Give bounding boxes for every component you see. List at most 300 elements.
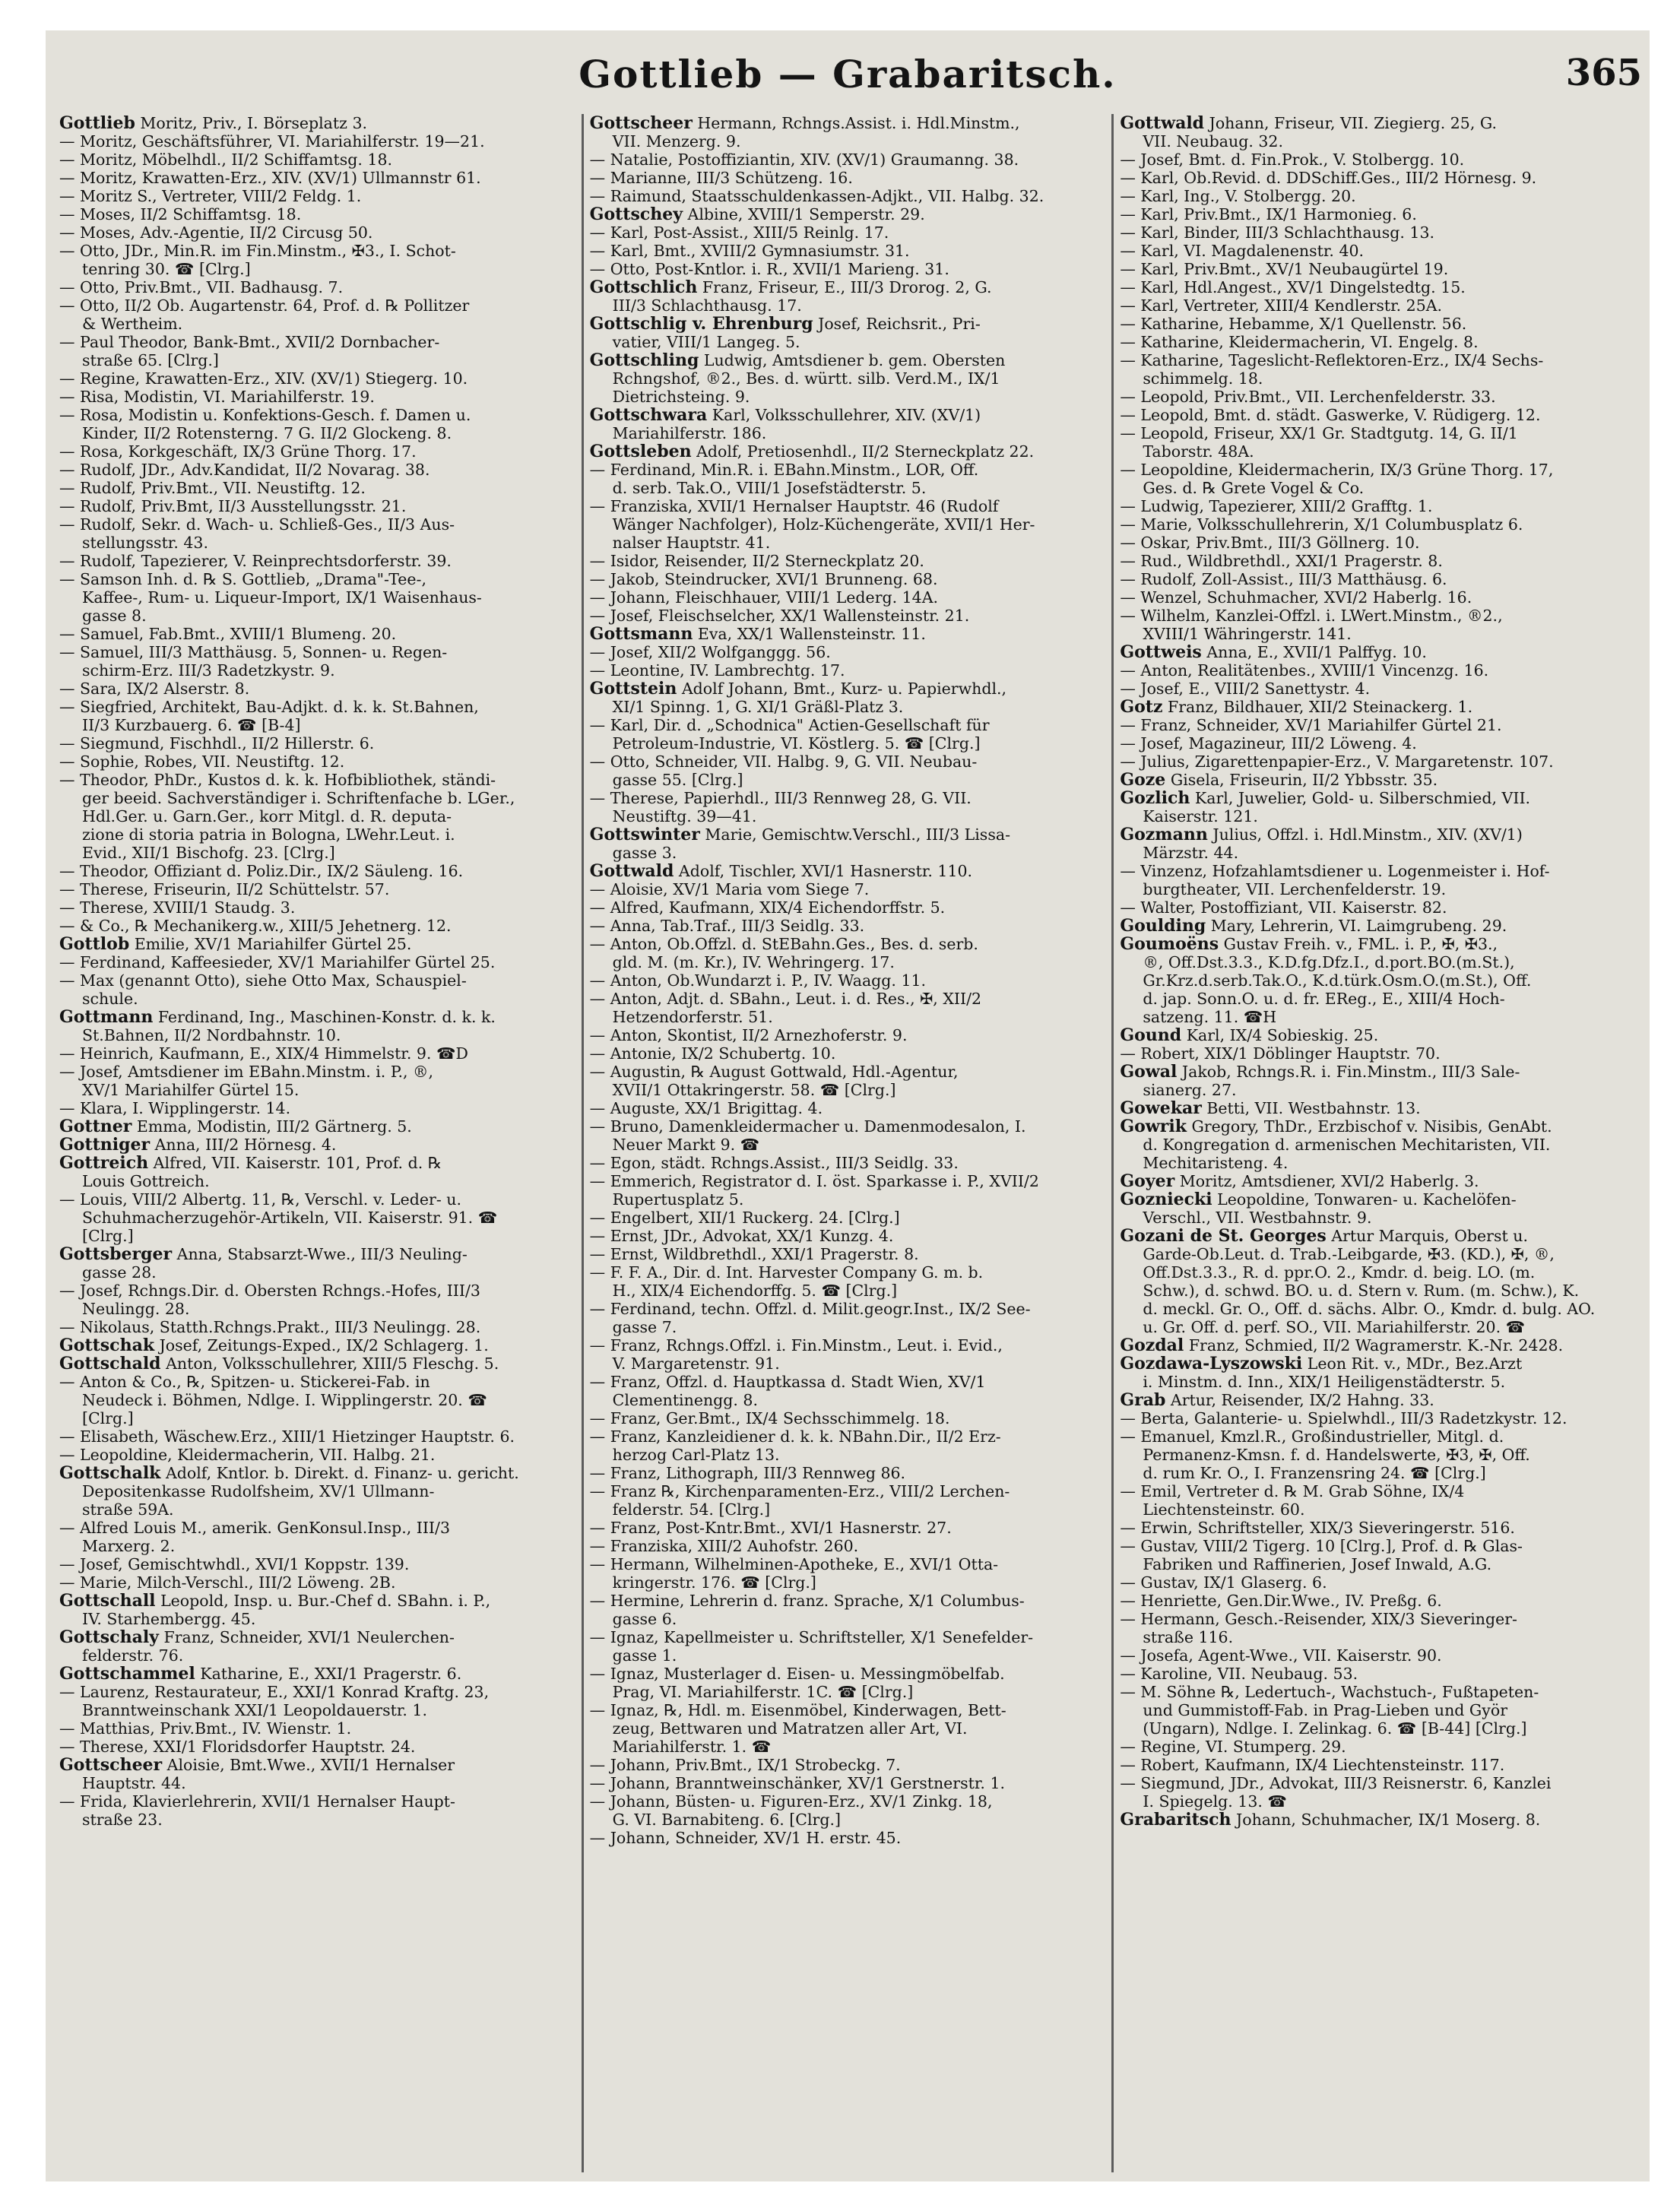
- directory-line: [1120, 953, 1636, 971]
- entry-text: zeug, Bettwaren und Matratzen aller Art, VI.: [612, 1719, 968, 1738]
- surname-heading: Goumoëns: [1120, 935, 1219, 953]
- directory-line: [1120, 971, 1636, 990]
- directory-line: [1120, 789, 1636, 807]
- entry-text: — Franz, Schneider, XV/1 Mariahilfer Gürtel 21.: [1120, 716, 1502, 734]
- directory-line: [59, 1409, 575, 1427]
- entry-text: Hdl.Ger. u. Garn.Ger., korr Mitgl. d. R. deputa-: [82, 807, 452, 825]
- directory-line: [59, 1427, 575, 1446]
- directory-line: [1120, 351, 1636, 369]
- directory-line: [1120, 1391, 1636, 1409]
- entry-text: Albine, XVIII/1 Semperstr. 29.: [683, 205, 925, 223]
- entry-text: — F. F. A., Dir. d. Int. Harvester Company G. m. b.: [589, 1263, 984, 1282]
- entry-text: — Franz ℞, Kirchenparamenten-Erz., VIII/2 Lerchen-: [589, 1482, 1010, 1500]
- entry-text: — Karl, VI. Magdalenenstr. 40.: [1120, 242, 1365, 260]
- entry-text: — Leopold, Priv.Bmt., VII. Lerchenfelderstr. 33.: [1120, 388, 1496, 406]
- entry-text: — Natalie, Postoffiziantin, XIV. (XV/1) Graumanng. 38.: [589, 150, 1019, 169]
- directory-line: [1120, 1117, 1636, 1136]
- entry-text: — Karl, Post-Assist., XIII/5 Reinlg. 17.: [589, 223, 889, 242]
- entry-text: — Moritz S., Vertreter, VIII/2 Feldg. 1.: [59, 187, 362, 205]
- entry-text: Anna, III/2 Hörnesg. 4.: [150, 1136, 337, 1154]
- directory-line: [59, 825, 575, 844]
- entry-text: gasse 6.: [612, 1610, 677, 1628]
- entry-text: — Emmerich, Registrator d. I. öst. Sparkasse i. P., XVII/2: [589, 1172, 1039, 1190]
- directory-line: [59, 1774, 575, 1792]
- directory-line: [59, 1373, 575, 1391]
- entry-text: — Augustin, ℞ August Gottwald, Hdl.-Agentur,: [589, 1063, 959, 1081]
- directory-line: [59, 388, 575, 406]
- directory-line: [590, 1427, 1106, 1446]
- directory-line: [590, 1555, 1106, 1573]
- entry-text: — Johann, Branntweinschänker, XV/1 Gerstnerstr. 1.: [589, 1774, 1006, 1792]
- directory-line: [1120, 223, 1636, 242]
- directory-line: [59, 716, 575, 734]
- directory-line: [590, 114, 1106, 132]
- entry-text: — Leontine, IV. Lambrechtg. 17.: [589, 661, 845, 680]
- directory-line: [1120, 1537, 1636, 1555]
- entry-text: Anton, Volksschullehrer, XIII/5 Fleschg. 5.: [160, 1354, 499, 1373]
- entry-text: — Siegmund, Fischhdl., II/2 Hillerstr. 6.: [59, 734, 375, 752]
- entry-text: — Risa, Modistin, VI. Mariahilferstr. 19.: [59, 388, 375, 406]
- surname-heading: Gozdawa-Lyszowski: [1120, 1354, 1303, 1373]
- entry-text: Marie, Gemischtw.Verschl., III/3 Lissa-: [699, 825, 1010, 844]
- directory-line: [590, 862, 1106, 880]
- directory-line: [59, 971, 575, 990]
- directory-line: [590, 789, 1106, 807]
- entry-text: Artur Marquis, Oberst u.: [1326, 1227, 1528, 1245]
- directory-line: [1120, 534, 1636, 552]
- directory-line: [1120, 388, 1636, 406]
- surname-heading: Gottner: [59, 1117, 132, 1136]
- directory-line: [59, 1044, 575, 1063]
- directory-line: [59, 643, 575, 661]
- entry-text: — Karl, Dir. d. „Schodnica" Actien-Gesellschaft für: [589, 716, 990, 734]
- surname-heading: Gottschak: [59, 1336, 155, 1354]
- entry-text: gasse 28.: [82, 1263, 157, 1282]
- entry-text: Moritz, Priv., I. Börseplatz 3.: [135, 114, 368, 132]
- directory-line: [590, 150, 1106, 169]
- entry-text: — Josef, E., VIII/2 Sanettystr. 4.: [1120, 680, 1371, 698]
- directory-line: [1120, 752, 1636, 771]
- entry-text: — Rudolf, Priv.Bmt, II/3 Ausstellungsstr. 21.: [59, 497, 407, 515]
- text-columns: [53, 114, 1642, 2172]
- entry-text: Verschl., VII. Westbahnstr. 9.: [1143, 1209, 1372, 1227]
- entry-text: Emma, Modistin, III/2 Gärtnerg. 5.: [132, 1117, 412, 1136]
- entry-text: Julius, Offzl. i. Hdl.Minstm., XIV. (XV/1): [1207, 825, 1523, 844]
- directory-line: [590, 534, 1106, 552]
- directory-line: [590, 1099, 1106, 1117]
- directory-line: [590, 1190, 1106, 1209]
- entry-text: — & Co., ℞ Mechanikerg.w., XIII/5 Jehetnerg. 12.: [59, 917, 452, 935]
- directory-line: [590, 1537, 1106, 1555]
- directory-line: [59, 1446, 575, 1464]
- entry-text: — Anton, Ob.Wundarzt i. P., IV. Waagg. 11.: [589, 971, 927, 990]
- entry-text: — Franz, Lithograph, III/3 Rennweg 86.: [589, 1464, 906, 1482]
- surname-heading: Goze: [1120, 771, 1166, 789]
- directory-line: [1120, 260, 1636, 278]
- directory-line: [590, 1008, 1106, 1026]
- entry-text: Mary, Lehrerin, VI. Laimgrubeng. 29.: [1206, 917, 1507, 935]
- directory-line: [59, 1099, 575, 1117]
- entry-text: — Franz, Post-Kntr.Bmt., XVI/1 Hasnerstr. 27.: [589, 1519, 952, 1537]
- directory-line: [1120, 187, 1636, 205]
- entry-text: Adolf, Kntlor. b. Direkt. d. Finanz- u. gericht.: [160, 1464, 519, 1482]
- entry-text: Mechitaristeng. 4.: [1143, 1154, 1289, 1172]
- directory-line: [1120, 515, 1636, 534]
- entry-text: — Regine, VI. Stumperg. 29.: [1120, 1738, 1346, 1756]
- entry-text: — Otto, JDr., Min.R. im Fin.Minstm., ✠3., I. Schot-: [59, 242, 456, 260]
- directory-line: [59, 698, 575, 716]
- directory-line: [590, 1300, 1106, 1318]
- entry-text: — Anton, Skontist, II/2 Arnezhoferstr. 9.: [589, 1026, 908, 1044]
- entry-text: — Erwin, Schriftsteller, XIX/3 Sieveringerstr. 516.: [1120, 1519, 1515, 1537]
- directory-line: [59, 333, 575, 351]
- entry-text: Emilie, XV/1 Mariahilfer Gürtel 25.: [129, 935, 412, 953]
- directory-line: [59, 1610, 575, 1628]
- entry-text: gasse 1.: [612, 1646, 677, 1665]
- directory-line: [59, 351, 575, 369]
- entry-text: — Rosa, Korkgeschäft, IX/3 Grüne Thorg. 17.: [59, 442, 417, 461]
- entry-text: — Gustav, IX/1 Glaserg. 6.: [1120, 1573, 1327, 1592]
- entry-text: — Frida, Klavierlehrerin, XVII/1 Hernalser Haupt-: [59, 1792, 455, 1811]
- directory-line: [1120, 1099, 1636, 1117]
- entry-text: Johann, Friseur, VII. Ziegierg. 25, G.: [1204, 114, 1498, 132]
- directory-line: [1120, 552, 1636, 570]
- entry-text: Hauptstr. 44.: [82, 1774, 186, 1792]
- entry-text: — Moritz, Möbelhdl., II/2 Schiffamtsg. 18.: [59, 150, 393, 169]
- entry-text: d. serb. Tak.O., VIII/1 Josefstädterstr. 5.: [612, 479, 927, 497]
- entry-text: — Samuel, III/3 Matthäusg. 5, Sonnen- u. Regen-: [59, 643, 448, 661]
- entry-text: Fabriken und Raffinerien, Josef Inwald, A.G.: [1143, 1555, 1492, 1573]
- directory-line: [590, 771, 1106, 789]
- directory-line: [1120, 1209, 1636, 1227]
- directory-line: [1120, 1701, 1636, 1719]
- entry-text: Adolf Johann, Bmt., Kurz- u. Papierwhdl.,: [677, 680, 1007, 698]
- directory-line: [59, 1190, 575, 1209]
- directory-line: [590, 971, 1106, 990]
- directory-line: [590, 1154, 1106, 1172]
- directory-line: [59, 570, 575, 588]
- directory-line: [590, 734, 1106, 752]
- directory-line: [590, 315, 1106, 333]
- directory-line: [590, 424, 1106, 442]
- entry-text: — Hermann, Gesch.-Reisender, XIX/3 Sieveringer-: [1120, 1610, 1517, 1628]
- entry-text: — Elisabeth, Wäschew.Erz., XIII/1 Hietzinger Hauptstr. 6.: [59, 1427, 515, 1446]
- directory-line: [1120, 1154, 1636, 1172]
- surname-heading: Goulding: [1120, 917, 1206, 935]
- directory-line: [590, 807, 1106, 825]
- directory-line: [590, 1610, 1106, 1628]
- entry-text: Anna, E., XVII/1 Palffyg. 10.: [1201, 643, 1427, 661]
- directory-line: [1120, 1245, 1636, 1263]
- entry-text: Depositenkasse Rudolfsheim, XV/1 Ullmann-: [82, 1482, 435, 1500]
- directory-line: [590, 716, 1106, 734]
- directory-line: [1120, 369, 1636, 388]
- directory-line: [590, 1336, 1106, 1354]
- entry-text: d. meckl. Gr. O., Off. d. sächs. Albr. O., Kmdr. d. bulg. AO.: [1143, 1300, 1596, 1318]
- entry-text: Anna, Stabsarzt-Wwe., III/3 Neuling-: [172, 1245, 468, 1263]
- directory-line: [590, 187, 1106, 205]
- entry-text: satzeng. 11. ☎H: [1143, 1008, 1277, 1026]
- directory-line: [59, 1391, 575, 1409]
- directory-line: [590, 351, 1106, 369]
- entry-text: — Siegmund, JDr., Advokat, III/3 Reisnerstr. 6, Kanzlei: [1120, 1774, 1552, 1792]
- directory-line: [1120, 588, 1636, 607]
- entry-text: u. Gr. Off. d. perf. SO., VII. Mariahilferstr. 20. ☎: [1143, 1318, 1526, 1336]
- directory-line: [590, 1592, 1106, 1610]
- directory-line: [1120, 1592, 1636, 1610]
- entry-text: — Leopold, Friseur, XX/1 Gr. Stadtgutg. 14, G. II/1: [1120, 424, 1518, 442]
- entry-text: Adolf, Pretiosenhdl., II/2 Sterneckplatz 22.: [691, 442, 1035, 461]
- entry-text: Schw.), d. schwd. BO. u. d. Stern v. Rum. (m. Schw.), K.: [1143, 1282, 1580, 1300]
- directory-line: [59, 807, 575, 825]
- directory-line: [59, 1519, 575, 1537]
- directory-line: [590, 1063, 1106, 1081]
- directory-line: [590, 825, 1106, 844]
- entry-text: Josef, Zeitungs-Exped., IX/2 Schlagerg. 1.: [154, 1336, 489, 1354]
- surname-heading: Gowrik: [1120, 1117, 1187, 1136]
- page-header: [46, 52, 1650, 112]
- entry-text: — Robert, XIX/1 Döblinger Hauptstr. 70.: [1120, 1044, 1441, 1063]
- entry-text: — Johann, Schneider, XV/1 H. erstr. 45.: [589, 1829, 902, 1847]
- directory-line: [1120, 1774, 1636, 1792]
- directory-line: [1120, 1646, 1636, 1665]
- entry-text: — Emanuel, Kmzl.R., Großindustrieller, Mitgl. d.: [1120, 1427, 1504, 1446]
- directory-line: [1120, 114, 1636, 132]
- entry-text: straße 116.: [1143, 1628, 1234, 1646]
- entry-text: — Henriette, Gen.Dir.Wwe., IV. Preßg. 6.: [1120, 1592, 1442, 1610]
- entry-text: kringerstr. 176. ☎ [Clrg.]: [612, 1573, 816, 1592]
- entry-text: Branntweinschank XXI/1 Leopoldauerstr. 1.: [82, 1701, 427, 1719]
- surname-heading: Gozdal: [1120, 1336, 1184, 1354]
- entry-text: — Vinzenz, Hofzahlamtsdiener u. Logenmeister i. Hof-: [1120, 862, 1550, 880]
- entry-text: VII. Neubaug. 32.: [1143, 132, 1283, 150]
- directory-line: [590, 1519, 1106, 1537]
- surname-heading: Gottschalk: [59, 1464, 161, 1482]
- directory-line: [59, 1227, 575, 1245]
- directory-line: [590, 1811, 1106, 1829]
- entry-text: — Marie, Milch-Verschl., III/2 Löweng. 2B.: [59, 1573, 396, 1592]
- entry-text: Ludwig, Amtsdiener b. gem. Obersten: [699, 351, 1006, 369]
- entry-text: — Johann, Priv.Bmt., IX/1 Strobeckg. 7.: [589, 1756, 901, 1774]
- directory-line: [590, 898, 1106, 917]
- directory-line: [1120, 825, 1636, 844]
- directory-line: [590, 406, 1106, 424]
- directory-line: [59, 953, 575, 971]
- entry-text: nalser Hauptstr. 41.: [612, 534, 771, 552]
- entry-text: Kaiserstr. 121.: [1143, 807, 1258, 825]
- directory-line: [590, 752, 1106, 771]
- directory-line: [59, 1555, 575, 1573]
- directory-line: [59, 479, 575, 497]
- directory-line: [590, 1756, 1106, 1774]
- directory-line: [590, 1373, 1106, 1391]
- entry-text: Ferdinand, Ing., Maschinen-Konstr. d. k. k.: [153, 1008, 496, 1026]
- entry-text: — Rudolf, Sekr. d. Wach- u. Schließ-Ges., II/3 Aus-: [59, 515, 455, 534]
- entry-text: — Therese, Friseurin, II/2 Schüttelstr. 57.: [59, 880, 390, 898]
- directory-line: [1120, 205, 1636, 223]
- entry-text: Adolf, Tischler, XVI/1 Hasnerstr. 110.: [674, 862, 973, 880]
- running-head: Gottlieb — Grabaritsch.: [578, 52, 1117, 97]
- entry-text: stellungsstr. 43.: [82, 534, 208, 552]
- directory-line: [59, 132, 575, 150]
- entry-text: XVII/1 Ottakringerstr. 58. ☎ [Clrg.]: [612, 1081, 896, 1099]
- surname-heading: Gottschling: [589, 351, 699, 369]
- entry-text: Märzstr. 44.: [1143, 844, 1239, 862]
- directory-line: [590, 953, 1106, 971]
- directory-line: [590, 1774, 1106, 1792]
- directory-line: [1120, 1373, 1636, 1391]
- entry-text: — Franz, Offzl. d. Hauptkassa d. Stadt Wien, XV/1: [589, 1373, 986, 1391]
- entry-text: — Ferdinand, techn. Offzl. d. Milit.geogr.Inst., IX/2 See-: [589, 1300, 1031, 1318]
- entry-text: — Robert, Kaufmann, IX/4 Liechtensteinstr. 117.: [1120, 1756, 1505, 1774]
- surname-heading: Gottlob: [59, 935, 130, 953]
- entry-text: — Rud., Wildbrethdl., XXI/1 Pragerstr. 8.: [1120, 552, 1443, 570]
- directory-line: [1120, 771, 1636, 789]
- directory-line: [1120, 150, 1636, 169]
- directory-line: [1120, 898, 1636, 917]
- entry-text: straße 65. [Clrg.]: [82, 351, 219, 369]
- surname-heading: Gottmann: [59, 1008, 154, 1026]
- entry-text: — Emil, Vertreter d. ℞ M. Grab Söhne, IX/4: [1120, 1482, 1465, 1500]
- entry-text: d. Kongregation d. armenischen Mechitaristen, VII.: [1143, 1136, 1551, 1154]
- entry-text: Karl, Juwelier, Gold- u. Silberschmied, VII.: [1190, 789, 1531, 807]
- directory-line: [590, 205, 1106, 223]
- entry-text: gld. M. (m. Kr.), IV. Wehringerg. 17.: [612, 953, 895, 971]
- directory-line: [590, 1026, 1106, 1044]
- surname-heading: Gotz: [1120, 698, 1163, 716]
- directory-line: [1120, 169, 1636, 187]
- entry-text: Gisela, Friseurin, II/2 Ybbsstr. 35.: [1165, 771, 1438, 789]
- entry-text: gasse 55. [Clrg.]: [612, 771, 743, 789]
- entry-text: — Regine, Krawatten-Erz., XIV. (XV/1) Stiegerg. 10.: [59, 369, 468, 388]
- directory-line: [590, 1701, 1106, 1719]
- directory-line: [59, 1172, 575, 1190]
- entry-text: — Josef, Amtsdiener im EBahn.Minstm. i. P., ®,: [59, 1063, 434, 1081]
- directory-line: [590, 223, 1106, 242]
- directory-line: [590, 680, 1106, 698]
- directory-line: [1120, 716, 1636, 734]
- directory-line: [59, 1154, 575, 1172]
- directory-line: [590, 607, 1106, 625]
- directory-line: [590, 698, 1106, 716]
- directory-line: [59, 1026, 575, 1044]
- directory-line: [59, 424, 575, 442]
- directory-line: [1120, 1044, 1636, 1063]
- directory-line: [59, 588, 575, 607]
- directory-line: [59, 752, 575, 771]
- directory-line: [59, 862, 575, 880]
- entry-text: — Heinrich, Kaufmann, E., XIX/4 Himmelstr. 9. ☎D: [59, 1044, 468, 1063]
- directory-line: [590, 935, 1106, 953]
- entry-text: — Karoline, VII. Neubaug. 53.: [1120, 1665, 1358, 1683]
- surname-heading: Gozani de St. Georges: [1120, 1227, 1327, 1245]
- directory-line: [59, 442, 575, 461]
- entry-text: — Otto, II/2 Ob. Augartenstr. 64, Prof. d. ℞ Pollitzer: [59, 296, 470, 315]
- directory-line: [1120, 661, 1636, 680]
- entry-text: Hetzendorferstr. 51.: [612, 1008, 773, 1026]
- entry-text: Artur, Reisender, IX/2 Hahng. 33.: [1165, 1391, 1434, 1409]
- entry-text: Prag, VI. Mariahilferstr. 1C. ☎ [Clrg.]: [612, 1683, 914, 1701]
- entry-text: — Isidor, Reisender, II/2 Sterneckplatz 20.: [589, 552, 924, 570]
- directory-line: [590, 479, 1106, 497]
- entry-text: [Clrg.]: [82, 1227, 134, 1245]
- entry-text: Louis Gottreich.: [82, 1172, 210, 1190]
- entry-text: — Samson Inh. d. ℞ S. Gottlieb, „Drama"-Tee-,: [59, 570, 426, 588]
- directory-line: [590, 1209, 1106, 1227]
- entry-text: — Moses, II/2 Schiffamtsg. 18.: [59, 205, 302, 223]
- directory-line: [590, 880, 1106, 898]
- directory-line: [59, 1537, 575, 1555]
- entry-text: — Josef, Gemischtwhdl., XVI/1 Koppstr. 139.: [59, 1555, 410, 1573]
- directory-line: [590, 296, 1106, 315]
- entry-text: — Bruno, Damenkleidermacher u. Damenmodesalon, I.: [589, 1117, 1026, 1136]
- entry-text: — Therese, XXI/1 Floridsdorfer Hauptstr. 24.: [59, 1738, 416, 1756]
- directory-line: [59, 680, 575, 698]
- entry-text: — Wenzel, Schuhmacher, XVI/2 Haberlg. 16.: [1120, 588, 1472, 607]
- directory-line: [590, 1263, 1106, 1282]
- directory-line: [59, 1336, 575, 1354]
- directory-line: [590, 1646, 1106, 1665]
- entry-text: straße 23.: [82, 1811, 163, 1829]
- entry-text: — Franz, Ger.Bmt., IX/4 Sechsschimmelg. 18.: [589, 1409, 950, 1427]
- entry-text: Josef, Reichsrit., Pri-: [813, 315, 981, 333]
- entry-text: Jakob, Rchngs.R. i. Fin.Minstm., III/3 Sale-: [1177, 1063, 1520, 1081]
- directory-line: [59, 534, 575, 552]
- entry-text: — Josef, Rchngs.Dir. d. Obersten Rchngs.-Hofes, III/3: [59, 1282, 480, 1300]
- entry-text: — Karl, Priv.Bmt., XV/1 Neubaugürtel 19.: [1120, 260, 1449, 278]
- directory-line: [59, 990, 575, 1008]
- directory-line: [59, 223, 575, 242]
- entry-text: felderstr. 76.: [82, 1646, 184, 1665]
- entry-text: — Katharine, Hebamme, X/1 Quellenstr. 56.: [1120, 315, 1467, 333]
- entry-text: — Karl, Ob.Revid. d. DDSchiff.Ges., III/2 Hörnesg. 9.: [1120, 169, 1537, 187]
- surname-heading: Grabaritsch: [1120, 1811, 1231, 1829]
- entry-text: Gr.Krz.d.serb.Tak.O., K.d.türk.Osm.O.(m.St.), Off.: [1143, 971, 1532, 990]
- entry-text: — Karl, Priv.Bmt., IX/1 Harmonieg. 6.: [1120, 205, 1417, 223]
- directory-line: [590, 1044, 1106, 1063]
- entry-text: — Oskar, Priv.Bmt., III/3 Göllnerg. 10.: [1120, 534, 1420, 552]
- entry-text: (Ungarn), Ndlge. I. Zelinkag. 6. ☎ [B-44] [Clrg.]: [1143, 1719, 1527, 1738]
- entry-text: sianerg. 27.: [1143, 1081, 1237, 1099]
- directory-line: [1120, 807, 1636, 825]
- directory-line: [590, 570, 1106, 588]
- directory-line: [1120, 625, 1636, 643]
- directory-line: [590, 1829, 1106, 1847]
- directory-line: [59, 789, 575, 807]
- entry-text: — Katharine, Kleidermacherin, VI. Engelg. 8.: [1120, 333, 1479, 351]
- entry-text: XV/1 Mariahilfer Gürtel 15.: [82, 1081, 300, 1099]
- entry-text: — Walter, Postoffiziant, VII. Kaiserstr. 82.: [1120, 898, 1447, 917]
- entry-text: IV. Starhembergg. 45.: [82, 1610, 256, 1628]
- directory-line: [59, 1683, 575, 1701]
- entry-text: Mariahilferstr. 186.: [612, 424, 767, 442]
- entry-text: I. Spiegelg. 13. ☎: [1143, 1792, 1287, 1811]
- directory-line: [1120, 734, 1636, 752]
- surname-heading: Gowekar: [1120, 1099, 1202, 1117]
- entry-text: Off.Dst.3.3., R. d. ppr.O. 2., Kmdr. d. beig. LO. (m.: [1143, 1263, 1536, 1282]
- directory-line: [59, 187, 575, 205]
- directory-line: [59, 1136, 575, 1154]
- directory-line: [590, 661, 1106, 680]
- entry-text: — Berta, Galanterie- u. Spielwhdl., III/3 Radetzkystr. 12.: [1120, 1409, 1567, 1427]
- entry-text: II/3 Kurzbauerg. 6. ☎ [B-4]: [82, 716, 301, 734]
- directory-line: [590, 1245, 1106, 1263]
- directory-line: [59, 296, 575, 315]
- entry-text: Neudeck i. Böhmen, Ndlge. I. Wipplingerstr. 20. ☎: [82, 1391, 487, 1409]
- entry-text: Kaffee-, Rum- u. Liqueur-Import, IX/1 Waisenhaus-: [82, 588, 482, 607]
- directory-line: [59, 461, 575, 479]
- directory-line: [590, 1318, 1106, 1336]
